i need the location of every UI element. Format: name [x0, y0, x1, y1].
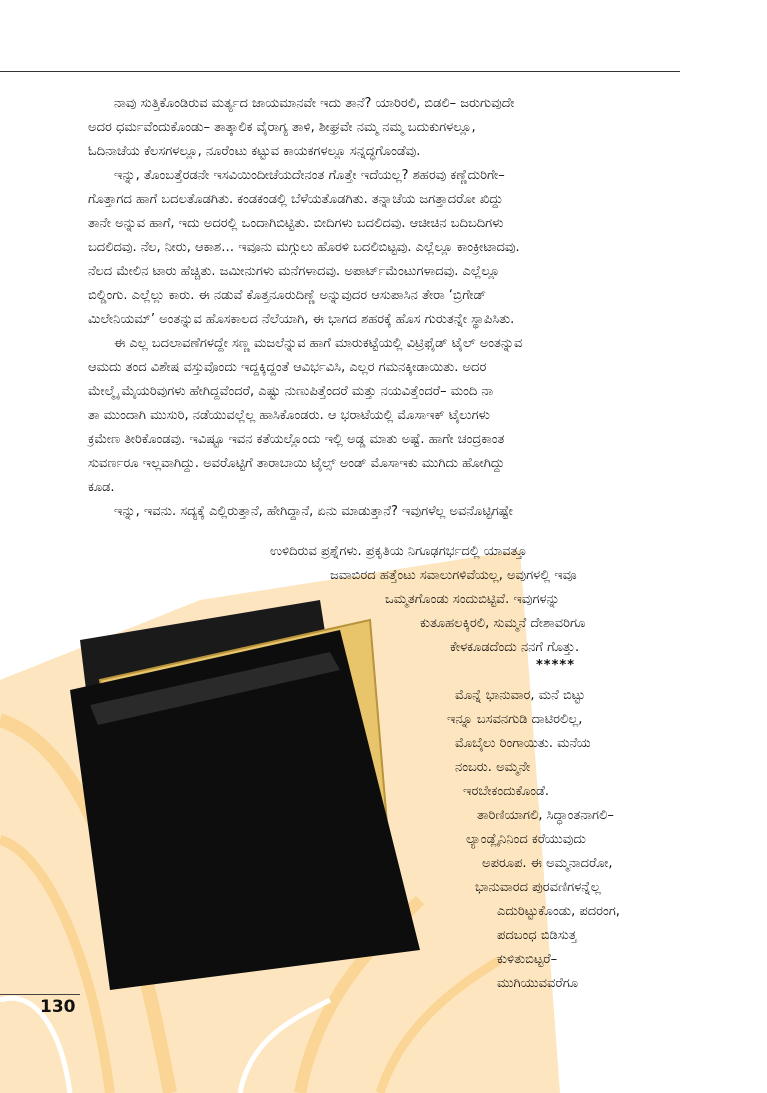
- wrap-line: ಮುಗಿಯುವವರೆಗೂ: [497, 976, 579, 991]
- wrap-line: ಉಳಿದಿರುವ ಪ್ರಶ್ನೆಗಳು. ಪ್ರಕೃತಿಯ ನಿಗೂಢಗರ್ಭದಲ್ಲಿ ಯಾವತ್ತೂ: [270, 544, 527, 559]
- body-text: [88, 92, 522, 524]
- wrap-line: ಲ್ಯಾಂಡ್ಲೈನಿನಿಂದ ಕರೆಯುವುದು: [466, 832, 586, 847]
- body-line: ಆಮದು ತಂದ ವಿಶೇಷ ವಸ್ತುವೊಂದು ಇದ್ದಕ್ಕಿದ್ದಂತೆ ಆವಿರ್ಭವಿಸಿ, ಎಲ್ಲರ ಗಮನಕ್ಕೀಡಾಯಿತು. ಅದರ: [88, 360, 487, 375]
- body-line: ಕೂಡ.: [88, 480, 115, 495]
- body-line: ಮೇಲ್ಮೈ ಮೈಯರಿವುಗಳು ಹೇಗಿದ್ದವೆಂದರೆ, ಎಷ್ಟು ನುಣುಪಿತ್ತೆಂದರೆ ಮತ್ತು ನಯವಿತ್ತೆಂದರೆ– ಮಂದಿ ನಾ: [88, 384, 494, 399]
- wrap-line: ಕುತೂಹಲಕ್ಕಿರಲಿ, ಸುಮ್ಮನೆ ದೇಶಾವರಿಗೂ: [420, 616, 586, 631]
- wrap-line: ಮೊಬೈಲು ರಿಂಗಾಯಿತು. ಮನೆಯ: [455, 736, 591, 751]
- wallet-illustration: [40, 560, 480, 990]
- wrap-line: ತಾರಿಣಿಯಾಗಲಿ, ಸಿದ್ಧಾಂತನಾಗಲಿ–: [477, 808, 614, 823]
- page-number-rule: [0, 994, 80, 995]
- body-line: ಗೊತ್ತಾಗದ ಹಾಗೆ ಬದಲತೊಡಗಿತು. ಕಂಡಕಂಡಲ್ಲಿ ಬೆಳೆಯತೊಡಗಿತು. ತನ್ನಾಚೆಯ ಜಗತ್ತಾದರೋ ಖಿದ್ದು: [88, 192, 504, 207]
- wrap-line: ಪದಬಂಧ ಬಿಡಿಸುತ್ತ: [497, 928, 577, 943]
- top-rule: [0, 71, 680, 72]
- page-number: 130: [40, 997, 76, 1017]
- body-line: ಸುವರ್ಣರೂ ಇಲ್ಲವಾಗಿದ್ದು. ಅವರೊಟ್ಟಿಗೆ ತಾರಾಬಾಯಿ ಟೈಲ್ಸ್ ಅಂಡ್ ಮೊಸಾಇಕು ಮುಗಿದು ಹೋಗಿದ್ದು: [88, 456, 505, 471]
- body-line: ಬಿಲ್ಡಿಂಗು. ಎಲ್ಲೆಲ್ಲು ಕಾರು. ಈ ನಡುವೆ ಕೊತ್ತನೂರುದಿಣ್ಣೆ ಅನ್ನುವುದರ ಆಸುಪಾಸಿನ ತೇರಾ ‘ಬ್ರಿಗೇಡ್: [88, 288, 487, 303]
- wrap-line: ಜವಾಬಿರದ ಹತ್ತೆಂಟು ಸವಾಲುಗಳಿವೆಯಲ್ಲ, ಅವುಗಳಲ್ಲಿ ಇವೂ: [330, 568, 577, 583]
- wrap-line: ಮೊನ್ನೆ ಭಾನುವಾರ, ಮನೆ ಬಿಟ್ಟು: [455, 688, 586, 703]
- wrap-line: ನಂಬರು. ಅಮ್ಮನೇ: [455, 760, 531, 775]
- wrap-line: ಇರಬೇಕಂದುಕೊಂಡೆ.: [463, 784, 549, 799]
- wrap-line: ಅಪರೂಪ. ಈ ಅಮ್ಮನಾದರೋ,: [482, 856, 613, 871]
- section-divider-stars: *****: [536, 658, 575, 673]
- body-line: ನೆಲದ ಮೇಲಿನ ಟಾರು ಹೆಚ್ಚಿತು. ಜಮೀನುಗಳು ಮನೆಗಳಾದವು. ಅಪಾರ್ಟ್‌ಮೆಂಟುಗಳಾದವು. ಎಲ್ಲೆಲ್ಲೂ: [88, 264, 500, 279]
- wrap-line: ಕೇಳಕೂಡದೆಂದು ನನಗೆ ಗೊತ್ತು.: [450, 640, 580, 655]
- body-line: ತಾ ಮುಂದಾಗಿ ಮುಸುರಿ, ನಡೆಯುವಲ್ಲೆಲ್ಲ ಹಾಸಿಕೊಂಡರು. ಆ ಭರಾಟೆಯಲ್ಲಿ ಮೊಸಾಇಕ್ ಟೈಲುಗಳು: [88, 408, 490, 423]
- wrap-line: ಕುಳಿತುಬಿಟ್ಟರೆ–: [497, 952, 558, 967]
- wrap-line: ಒಮ್ಮತಗೊಂಡು ಸಂದುಬಿಟ್ಟಿವೆ. ಇವುಗಳನ್ನು: [385, 592, 560, 607]
- body-line: ಈ ಎಲ್ಲ ಬದಲಾವಣೆಗಳದ್ದೇ ಸಣ್ಣ ಮಜಲೆನ್ನುವ ಹಾಗೆ ಮಾರುಕಟ್ಟೆಯಲ್ಲಿ ವಿಟ್ರಿಫೈಡ್ ಟೈಲ್ ಅಂತನ್ನುವ: [114, 336, 523, 351]
- body-line: ಓದಿನಾಚೆಯ ಕೆಲಸಗಳಲ್ಲೂ, ನೂರೆಂಟು ಕಟ್ಟುವ ಕಾಯಕಗಳಲ್ಲೂ ಸನ್ನದ್ಧಗೊಂಡೆವು.: [88, 144, 421, 159]
- wrap-line: ಎದುರಿಟ್ಟುಕೊಂಡು, ಪದರಂಗ,: [497, 904, 620, 919]
- body-line: ಇನ್ನು, ತೊಂಬತ್ತೆರಡನೇ ಇಸವಿಯಿಂದೀಚೆಯದೇನಂತ ಗೊತ್ತೇ ಇದೆಯಲ್ಲ? ಶಹರವು ಕಣ್ಣೆದುರಿಗೇ–: [114, 168, 505, 183]
- body-line: ಕ್ರಮೇಣ ತೀರಿಕೊಂಡವು. ಇವಿಷ್ಟೂ ಇವನ ಕತೆಯಲ್ಲೊಂದು ಇಲ್ಲಿ ಅಡ್ಡ ಮಾತು ಅಷ್ಟೆ. ಹಾಗೇ ಚಂದ್ರಕಾಂತ: [88, 432, 505, 447]
- wrap-line: ಇನ್ನೂ ಬಸವನಗುಡಿ ದಾಟಿರಲಿಲ್ಲ,: [447, 712, 583, 727]
- body-line: ಬದಲಿದವು. ನೆಲ, ನೀರು, ಆಕಾಶ… ಇವೂನು ಮಗ್ಗುಲು ಹೊರಳಿ ಬದಲಿಬಿಟ್ಟವು. ಎಲ್ಲೆಲ್ಲೂ ಕಾಂಕ್ರೀಟಾದವು.: [88, 240, 520, 255]
- body-line: ಮಿಲೇನಿಯಮ್’ ಅಂತನ್ನುವ ಹೊಸಕಾಲದ ನೆಲೆಯಾಗಿ, ಈ ಭಾಗದ ಶಹರಕ್ಕೆ ಹೊಸ ಗುರುತನ್ನೇ ಸ್ಥಾಪಿಸಿತು.: [88, 312, 515, 327]
- body-line: ತಾನೇ ಅನ್ನುವ ಹಾಗೆ, ಇದು ಅದರಲ್ಲಿ ಒಂದಾಗಿಬಿಟ್ಟಿತು. ಬೀದಿಗಳು ಬದಲಿದವು. ಆಚೀಚಿನ ಬದಿಬದಿಗಳು: [88, 216, 504, 231]
- wrap-line: ಭಾನುವಾರದ ಪುರವಣಿಗಳನ್ನೆಲ್ಲ: [475, 880, 601, 895]
- body-line: ಅದರ ಧರ್ಮವೆಂದುಕೊಂಡು– ತಾತ್ಕಾಲಿಕ ವೈರಾಗ್ಯ ತಾಳಿ, ಶೀಘ್ರವೇ ನಮ್ಮ ನಮ್ಮ ಬದುಕುಗಳಲ್ಲೂ,: [88, 120, 476, 135]
- body-line: ಇನ್ನು, ಇವನು. ಸದ್ಯಕ್ಕೆ ಎಲ್ಲಿರುತ್ತಾನೆ, ಹೇಗಿದ್ದಾನೆ, ಏನು ಮಾಡುತ್ತಾನೆ? ಇವುಗಳೆಲ್ಲ ಅವನೊಟ್ಟಿಗಷ್ಟೇ: [114, 504, 513, 519]
- body-line: ನಾವು ಸುತ್ತಿಕೊಂಡಿರುವ ಮರ್ತ್ಯದ ಜಾಯಮಾನವೇ ಇದು ತಾನೆ? ಯಾರಿರಲಿ, ಬಿಡಲಿ– ಜರುಗುವುದೇ: [114, 96, 515, 111]
